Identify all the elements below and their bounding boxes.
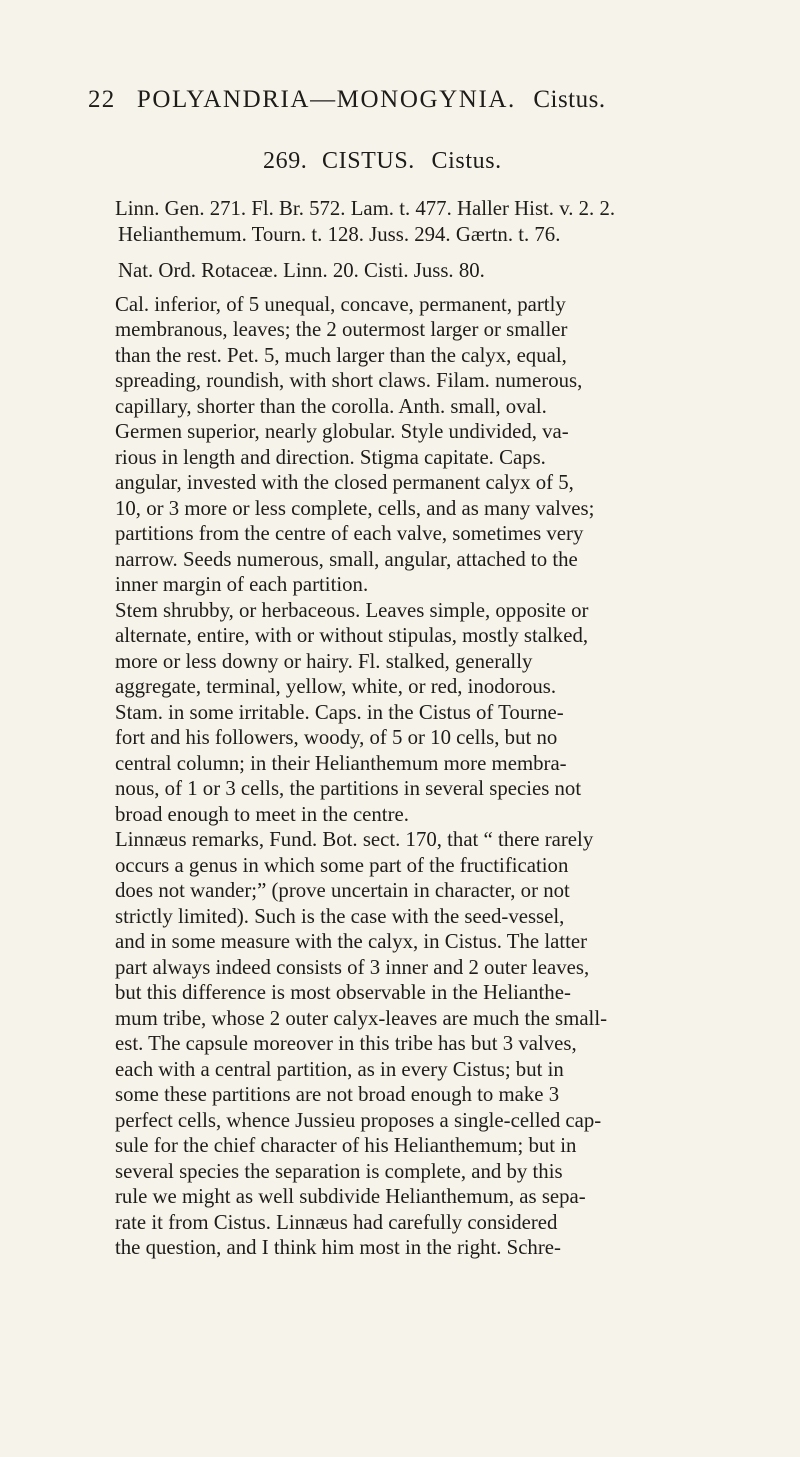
genus-name: CISTUS. xyxy=(322,148,415,174)
text-line: inner margin of each partition. xyxy=(115,573,369,596)
text-line: narrow. Seeds numerous, small, angular, attached to the xyxy=(115,547,578,571)
running-head xyxy=(88,86,606,114)
text-line: perfect cells, whence Jussieu proposes a single-celled cap- xyxy=(115,1108,602,1132)
text-line: nous, of 1 or 3 cells, the partitions in several species not xyxy=(115,777,582,800)
text-line: Germen superior, nearly globular. Style undivided, va- xyxy=(115,420,569,443)
text-line: fort and his followers, woody, of 5 or 10 cells, but no xyxy=(115,726,558,749)
text-line: spreading, roundish, with short claws. Filam. numerous, xyxy=(115,369,583,392)
text-line: the question, and I think him most in the right. Schre- xyxy=(115,1236,561,1259)
text-line: each with a central partition, as in every Cistus; but in xyxy=(115,1057,564,1081)
natural-order: Nat. Ord. Rotaceæ. Linn. 20. Cisti. Juss. 80. xyxy=(118,259,485,282)
text-line: angular, invested with the closed permanent calyx of 5, xyxy=(115,471,574,494)
text-line: than the rest. Pet. 5, much larger than the calyx, equal, xyxy=(115,343,567,367)
text-line: and in some measure with the calyx, in Cistus. The latter xyxy=(115,930,588,953)
genus-common-name: Cistus. xyxy=(431,148,502,174)
text-line: rate it from Cistus. Linnæus had carefully considered xyxy=(115,1210,558,1234)
text-line: partitions from the centre of each valve, sometimes very xyxy=(115,522,584,545)
text-line: Linnæus remarks, Fund. Bot. sect. 170, that “ there rarely xyxy=(115,828,594,851)
text-line: broad enough to meet in the centre. xyxy=(115,802,409,826)
text-line: est. The capsule moreover in this tribe has but 3 valves, xyxy=(115,1032,577,1055)
text-line: Stem shrubby, or herbaceous. Leaves simple, opposite or xyxy=(115,598,589,622)
calyx-paragraph xyxy=(115,292,755,598)
running-title: POLYANDRIA—MONOGYNIA. xyxy=(136,86,516,113)
text-line: rious in length and direction. Stigma capitate. Caps. xyxy=(115,445,546,469)
text-line: several species the separation is complete, and by this xyxy=(115,1159,563,1183)
text-line: alternate, entire, with or without stipulas, mostly stalked, xyxy=(115,624,589,647)
stem-paragraph xyxy=(115,598,755,828)
reference-line: Helianthemum. Tourn. t. 128. Juss. 294. Gærtn. t. 76. xyxy=(118,222,561,246)
text-line: strictly limited). Such is the case with the seed-vessel, xyxy=(115,904,565,928)
text-line: Stam. in some irritable. Caps. in the Cistus of Tourne- xyxy=(115,700,564,724)
text-line: sule for the chief character of his Helianthemum; but in xyxy=(115,1134,577,1157)
text-line: 10, or 3 more or less complete, cells, and as many valves; xyxy=(115,496,595,520)
reference-line: Linn. Gen. 271. Fl. Br. 572. Lam. t. 477. Haller Hist. v. 2. 2. xyxy=(115,197,616,220)
page-number: 22 xyxy=(88,86,116,113)
text-line: but this difference is most observable in the Helianthe- xyxy=(115,981,571,1004)
text-line: some these partitions are not broad enough to make 3 xyxy=(115,1083,560,1106)
text-line: central column; in their Helianthemum more membra- xyxy=(115,751,567,775)
linnaeus-paragraph xyxy=(115,827,755,1261)
text-line: occurs a genus in which some part of the fructification xyxy=(115,853,569,877)
text-line: Cal. inferior, of 5 unequal, concave, permanent, partly xyxy=(115,292,566,316)
text-line: more or less downy or hairy. Fl. stalked, generally xyxy=(115,649,533,673)
text-line: aggregate, terminal, yellow, white, or red, inodorous. xyxy=(115,675,557,698)
text-line: capillary, shorter than the corolla. Anth. small, oval. xyxy=(115,394,547,418)
genus-number: 269. xyxy=(263,148,308,174)
text-line: part always indeed consists of 3 inner and 2 outer leaves, xyxy=(115,955,590,979)
running-genus: Cistus. xyxy=(533,86,606,113)
text-line: rule we might as well subdivide Helianthemum, as sepa- xyxy=(115,1185,586,1208)
text-line: does not wander;” (prove uncertain in character, or not xyxy=(115,879,570,902)
genus-heading xyxy=(263,148,502,175)
references xyxy=(115,196,755,247)
text-line: membranous, leaves; the 2 outermost larger or smaller xyxy=(115,318,568,341)
text-line: mum tribe, whose 2 outer calyx-leaves are much the small- xyxy=(115,1006,608,1030)
page-body xyxy=(115,196,755,1261)
